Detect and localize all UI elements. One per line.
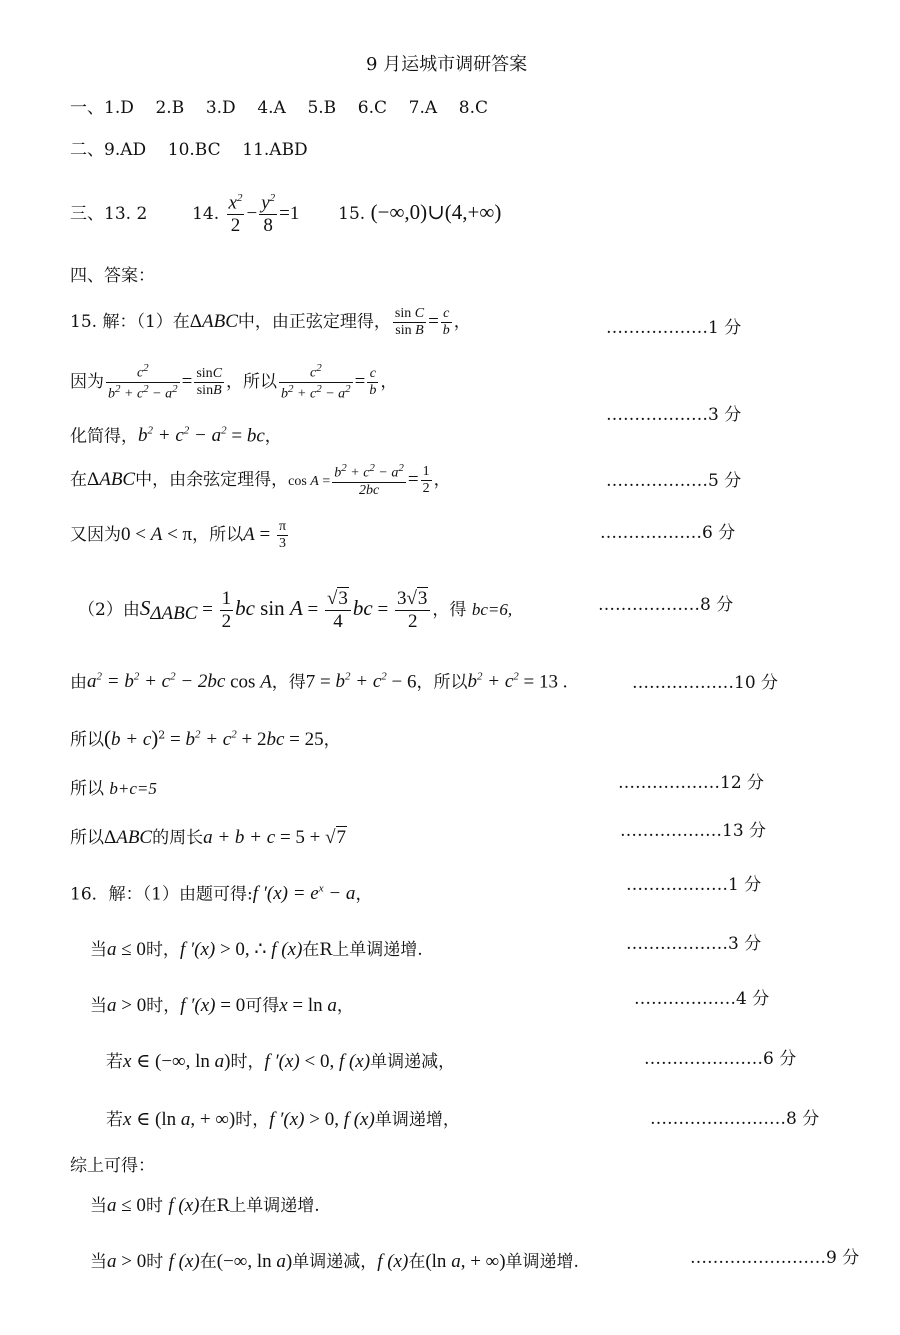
answer-4: 4.A [257, 98, 286, 118]
p16-l7-text-c: 在R上单调递增. [199, 1196, 320, 1216]
p16-line-7: 当a ≤ 0时 f (x)在R上单调递增. [90, 1195, 320, 1216]
answer-14-formula: $\frac{x^2}{2}$ − $\frac{y^2}{8}$ =1 [228, 192, 300, 237]
score-p16-3: ………………3 分 [626, 934, 762, 954]
p15-l3-text-a: 化简得， [70, 426, 138, 447]
section-3-label: 三、 [70, 204, 104, 225]
p16-l3-text-c: 可得 [245, 996, 280, 1016]
score-p15-10: ………………10 分 [632, 673, 779, 693]
p16-l4-text-b: 时， [230, 1052, 265, 1072]
section-3-answers [70, 192, 501, 237]
p15-line-9 [70, 780, 157, 798]
p15-l1-text-b: 中，由正弦定理得， [237, 312, 391, 333]
answer-2: 2.B [155, 98, 185, 118]
p15-l5-text-a: 又因为 [70, 525, 121, 546]
score-p16-4: ………………4 分 [634, 989, 770, 1009]
score-p16-1: ………………1 分 [626, 875, 762, 895]
p15-line-1: 15. 解：（1）在ΔABC中，由正弦定理得， $\frac{\text{sin C}}{\text{sin B}}$ = $\frac{c}{b}$ ， [70, 306, 471, 339]
p15-l10-text-a: 所以 [70, 828, 104, 848]
p16-line-1: 16．解：（1）由题可得:f $'(x) = e^x - a$， [70, 883, 373, 905]
p16-l8-text-a: 当 [90, 1252, 107, 1272]
p15-l7-text-b: ，得 [271, 672, 306, 693]
answer-9: 9.AD [104, 140, 147, 160]
p16-l4-text-c: 单调递减， [370, 1052, 456, 1072]
p16-line-4: 若x ∈ (−∞, ln a)时，f ′(x) < 0, f (x)单调递减， [106, 1051, 456, 1072]
p15-l6-text-c: bc=6, [471, 599, 513, 619]
p15-l8-text-a: 所以 [70, 730, 104, 750]
score-p15-8: ………………8 分 [598, 595, 734, 615]
section-2-answers [70, 142, 308, 159]
p16-l8-text-f: 单调递增. [505, 1252, 579, 1272]
p15-l6-text-a: （2）由 [78, 599, 140, 620]
p16-line-2: 当a ≤ 0时，f ′(x) > 0, ∴ f (x)在R上单调递增. [90, 939, 423, 960]
p15-l2-text-a: 因为 [70, 371, 104, 392]
answer-7: 7.A [408, 98, 438, 118]
p15-line-10: 所以ΔABC的周长a + b + c = 5 + √7 [70, 827, 347, 848]
p16-l2-text-c: 在R上单调递增. [302, 940, 423, 960]
answer-13: 13. 2 [104, 204, 148, 225]
p15-line-2: 因为 $\frac{c^2}{b^2 + c^2 - a^2}$ = $\frac{\sin C}{\sin B}$ ，所以 $\frac{c^2}{b^2 + c^2 - a^2}$ = $\frac{c}{b}$ ， [70, 362, 398, 402]
p16-l8-text-c: 在 [199, 1252, 217, 1272]
p15-l1-text-a: 15. 解：（1）在 [70, 312, 190, 333]
score-p16-8: ……………………8 分 [650, 1109, 820, 1129]
answer-1: 1.D [104, 98, 134, 118]
p15-l2-text-b: ，所以 [226, 371, 278, 392]
score-p15-6: ………………6 分 [600, 523, 736, 543]
p16-l7-text-b: 时 [145, 1196, 163, 1216]
p16-l5-text-b: 时， [235, 1110, 270, 1130]
answer-3: 3.D [205, 98, 236, 118]
score-p15-5: ………………5 分 [606, 471, 742, 491]
p16-l2-text-a: 当 [90, 940, 107, 960]
p16-l8-text-b: 时 [146, 1252, 164, 1272]
p16-l1-text-a: 16．解：（1）由题可得: [70, 884, 253, 905]
score-p15-3: ………………3 分 [606, 405, 742, 425]
p15-l6-text-b: ，得 [432, 599, 467, 620]
p15-line-3: 化简得，$b^2 + c^2 - a^2$ = bc， [70, 425, 282, 447]
p16-l3-text-b: 时， [146, 996, 181, 1016]
p16-l4-text-a: 若 [106, 1052, 123, 1072]
score-p15-13: ………………13 分 [620, 821, 767, 841]
p16-l5-text-c: 单调递增， [374, 1110, 460, 1130]
p16-l7-text-a: 当 [90, 1196, 107, 1216]
p15-l7-text-a: 由 [70, 672, 87, 693]
p15-l4-text-b: 中，由余弦定理得， [135, 469, 289, 490]
p15-l9-text-a: 所以 [70, 779, 104, 799]
p16-l5-text-a: 若 [106, 1110, 123, 1130]
p15-line-7: 由$a^2 = b^2 + c^2 - 2bc$ cos A，得$7 = b^2 + c^2 - 6$，所以$b^2 + c^2 = 13$ . [70, 671, 568, 693]
answer-14-label: 14. [192, 204, 220, 225]
p15-line-6: （2）由$S_{\Delta ABC}$ = $\frac{1}{2}$ bc sin A = $\frac{√3}{4}$ bc = $\frac{3√3}{2}$ ，得 bc=6, [78, 588, 513, 632]
p16-line-6: 综上可得： [70, 1156, 155, 1176]
p15-l5-text-b: ，所以 [192, 525, 244, 546]
score-p16-9: ……………………9 分 [690, 1248, 860, 1268]
p16-l3-text-a: 当 [90, 996, 107, 1016]
p16-line-8: 当a > 0时 f (x)在(−∞, ln a)单调递减，f (x)在(ln a, + ∞)单调递增. [90, 1251, 579, 1272]
p16-l8-text-e: 在 [408, 1252, 426, 1272]
p16-line-3: 当a > 0时，f ′(x) = 0可得x = ln a， [90, 995, 354, 1016]
p15-line-5: 又因为0 < A < π，所以A = $\frac{\pi}{3}$ [70, 519, 287, 552]
answer-11: 11.ABD [242, 140, 308, 160]
p16-l8-text-d: 单调递减， [292, 1252, 378, 1272]
answer-5: 5.B [307, 98, 337, 118]
section-2-label: 二、 [70, 140, 104, 160]
p15-l7-text-c: ，所以 [416, 672, 468, 693]
answer-6: 6.C [357, 98, 388, 118]
answer-15-label: 15. [338, 204, 366, 225]
answer-10: 10.BC [167, 140, 221, 160]
answer-8: 8.C [458, 98, 488, 118]
score-p16-6: …………………6 分 [644, 1049, 797, 1069]
answer-15-formula: (−∞,0)∪(4,+∞) [370, 200, 502, 225]
page-title: 9 月运城市调研答案 [366, 54, 528, 75]
score-p15-12: ………………12 分 [618, 773, 765, 793]
score-p15-1: ………………1 分 [606, 318, 742, 338]
p16-l2-text-b: 时， [145, 940, 180, 960]
p15-l9-text-b: b+c=5 [109, 779, 157, 798]
section-1-label: 一、 [70, 98, 104, 118]
p15-line-4: 在ΔABC中，由余弦定理得，cos A = $\frac{b^2 + c^2 - a^2}{2bc}$ = $\frac{1}{2}$ ， [70, 462, 451, 498]
section-4-label: 四、答案： [70, 266, 155, 286]
section-1-answers [70, 100, 488, 117]
p15-l4-text-a: 在 [70, 469, 87, 490]
p15-l10-text-b: 的周长 [152, 828, 204, 848]
p15-line-8: 所以$(b + c)^2 = b^2 + c^2 + 2bc = 25$， [70, 726, 341, 750]
p16-line-5: 若x ∈ (ln a, + ∞)时，f ′(x) > 0, f (x)单调递增， [106, 1109, 460, 1130]
